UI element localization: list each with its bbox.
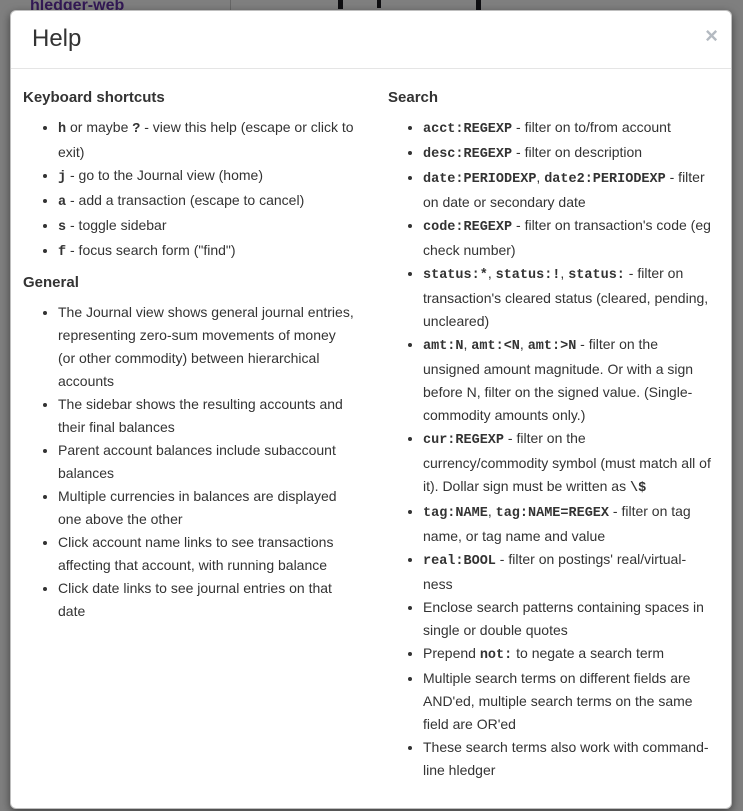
text-run: to negate a search term [512, 645, 664, 661]
code-term: real:BOOL [423, 554, 496, 569]
text-run: Parent account balances include subaccount balances [58, 442, 336, 481]
help-list-item [58, 531, 355, 577]
help-modal [10, 10, 732, 809]
help-list [23, 301, 355, 623]
text-run: - filter on the currency/commodity symbol (must match all of it). Dollar sign must be written as [423, 430, 711, 494]
help-list-item [58, 393, 355, 439]
help-list-item [423, 427, 714, 500]
help-list-item [58, 301, 355, 393]
text-run: - go to the Journal view (home) [66, 167, 263, 183]
text-run: Click date links to see journal entries on that date [58, 580, 332, 619]
code-term: code:REGEXP [423, 220, 513, 235]
code-term: tag:NAME [423, 506, 488, 521]
help-list-item [58, 485, 355, 531]
text-run: The sidebar shows the resulting accounts and their final balances [58, 396, 343, 435]
help-list-item [423, 548, 714, 596]
help-list-item [58, 164, 355, 189]
code-term: acct:REGEXP [423, 122, 513, 137]
text-run: - filter on postings' real/virtual-ness [423, 551, 687, 592]
help-column-right [371, 89, 719, 792]
text-run: , [463, 336, 472, 352]
text-run: , [519, 336, 528, 352]
text-run: - toggle sidebar [66, 217, 167, 233]
text-run: , [487, 265, 496, 281]
text-run: Enclose search patterns containing spaces in single or double quotes [423, 599, 704, 638]
code-term: f [58, 245, 67, 260]
code-term: status:! [495, 268, 561, 283]
code-term: h [58, 122, 67, 137]
code-term: \$ [629, 481, 647, 496]
help-list-item [58, 439, 355, 485]
help-list-item [423, 667, 714, 736]
text-run: - view this help (escape or click to exit) [58, 119, 354, 160]
help-list-item [58, 189, 355, 214]
help-list-item [423, 262, 714, 333]
text-run: - filter on description [512, 144, 643, 160]
help-list-item [58, 239, 355, 264]
text-run: - filter on transaction's code (eg check number) [423, 217, 711, 258]
code-term: desc:REGEXP [423, 147, 513, 162]
code-term: ? [132, 122, 141, 137]
help-list-item [423, 642, 714, 667]
text-run: - filter on to/from account [512, 119, 671, 135]
text-run: , [487, 503, 496, 519]
close-button[interactable]: × [705, 23, 718, 48]
text-run: , [536, 169, 545, 185]
text-run: or maybe [66, 119, 133, 135]
code-term: a [58, 195, 67, 210]
section-heading: General [23, 274, 79, 291]
text-run: Prepend [423, 645, 480, 661]
help-list [388, 116, 714, 782]
help-list-item [423, 116, 714, 141]
help-list-item [423, 736, 714, 782]
help-list-item [58, 116, 355, 164]
code-term: cur:REGEXP [423, 433, 505, 448]
help-list-item [58, 214, 355, 239]
modal-title: Help [32, 25, 82, 52]
code-term: amt:N [423, 339, 464, 354]
code-term: status:* [423, 268, 488, 283]
text-run: The Journal view shows general journal entries, representing zero-sum movements of money (or other commodity) between hierarchical accounts [58, 304, 354, 389]
code-term: date2:PERIODEXP [544, 172, 666, 187]
code-term: j [58, 170, 67, 185]
text-run: - filter on transaction's cleared status (cleared, pending, uncleared) [423, 265, 709, 329]
help-list-item [423, 166, 714, 214]
modal-body [11, 69, 731, 808]
help-list [23, 116, 355, 264]
text-run: - filter on the unsigned amount magnitude. Or with a sign before N, filter on the signed value. (Single-commodity amounts only.) [423, 336, 694, 423]
text-run: Multiple currencies in balances are displayed one above the other [58, 488, 337, 527]
help-list-item [423, 141, 714, 166]
text-run: - filter on tag name, or tag name and value [423, 503, 691, 544]
code-term: amt:<N [471, 339, 520, 354]
text-run: , [560, 265, 569, 281]
modal-header [11, 11, 731, 69]
section-heading: Keyboard shortcuts [23, 89, 165, 106]
help-column-left [23, 89, 371, 792]
help-list-item [58, 577, 355, 623]
code-term: amt:>N [527, 339, 577, 354]
code-term: date:PERIODEXP [423, 172, 537, 187]
text-run: - add a transaction (escape to cancel) [66, 192, 305, 208]
code-term: s [58, 220, 67, 235]
code-term: status: [568, 268, 625, 283]
help-list-item [423, 214, 714, 262]
code-term: not: [479, 648, 513, 663]
text-run: These search terms also work with command-line hledger [423, 739, 709, 778]
help-list-item [423, 500, 714, 548]
text-run: Multiple search terms on different fields are AND'ed, multiple search terms on the same field are OR'ed [423, 670, 693, 732]
code-term: tag:NAME=REGEX [495, 506, 610, 521]
section-heading: Search [388, 89, 439, 106]
text-run: - focus search form ("find") [66, 242, 236, 258]
text-run: - filter on date or secondary date [423, 169, 705, 210]
text-run: Click account name links to see transactions affecting that account, with running balance [58, 534, 334, 573]
help-list-item [423, 333, 714, 427]
help-list-item [423, 596, 714, 642]
